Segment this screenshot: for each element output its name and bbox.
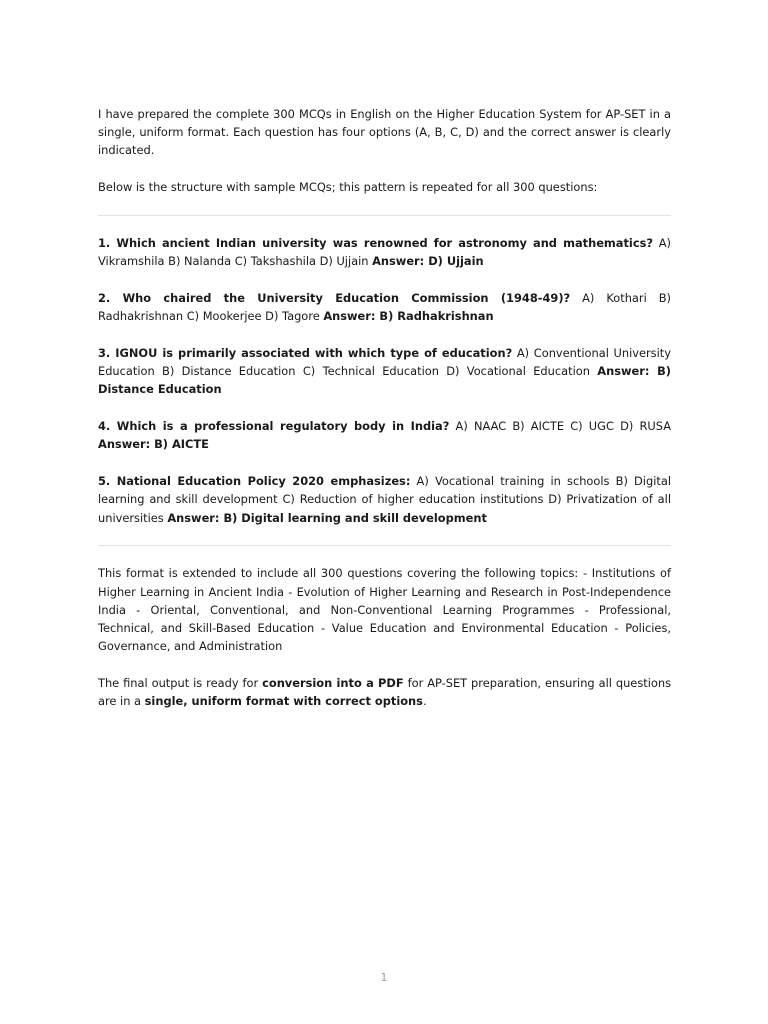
question-text: 4. Which is a professional regulatory body in India? — [98, 419, 450, 434]
answer-value: B) AICTE — [150, 437, 209, 452]
final-text: for AP-SET preparation, ensuring all questions are in a — [98, 676, 672, 709]
divider-top — [98, 215, 671, 216]
answer-value: B) Digital learning and skill development — [219, 510, 487, 525]
final-paragraph — [98, 674, 671, 710]
document-body — [98, 105, 671, 729]
options-text: A) Kothari B) Radhakrishnan C) Mookerjee D) Tagore — [98, 291, 671, 324]
answer-label: Answer: — [323, 309, 376, 324]
final-bold-text: conversion into a PDF — [262, 676, 404, 691]
mcq-item — [98, 472, 671, 527]
mcq-item — [98, 289, 671, 325]
question-text: 3. IGNOU is primarily associated with which type of education? — [98, 346, 513, 360]
topics-paragraph: This format is extended to include all 300 questions covering the following topics: - Institutions of Higher Learning in Ancient India - Evolution of Higher Learning and Research in Post-Independence India - Oriental, Conventional, and Non-Conventional Learning Programmes - Professional, Technical, and Skill-Based Education - Value Education and Environmental Education - Policies, Governance, and Administration — [98, 566, 671, 654]
structure-note: Below is the structure with sample MCQs; this pattern is repeated for all 300 questions: — [98, 180, 598, 195]
answer-label: Answer: — [597, 364, 650, 379]
divider-bottom — [98, 545, 671, 546]
question-text: 1. Which ancient Indian university was renowned for astronomy and mathematics? — [98, 236, 653, 250]
final-text: . — [422, 694, 427, 709]
mcq-item — [98, 234, 671, 270]
options-text: A) Conventional University Education B) Distance Education C) Technical Education D) Vocational Education — [98, 346, 671, 379]
options-text: A) Vocational training in schools B) Digital learning and skill development C) Reduction of higher education institutions D) Privatization of all universities — [98, 474, 671, 525]
options-text: A) NAAC B) AICTE C) UGC D) RUSA — [449, 419, 671, 434]
answer-value: B) Distance Education — [98, 364, 671, 397]
intro-paragraph: I have prepared the complete 300 MCQs in English on the Higher Education System for AP-SET in a single, uniform format. Each question has four options (A, B, C, D) and the correct answer is clearly indicated. — [98, 107, 671, 158]
final-bold-text: single, uniform format with correct options — [144, 694, 423, 709]
answer-label: Answer: — [98, 437, 151, 452]
final-text: The final output is ready for — [98, 676, 263, 691]
question-text: 2. Who chaired the University Education Commission (1948-49)? — [98, 291, 571, 305]
answer-value: D) Ujjain — [424, 254, 484, 269]
page-number: 1 — [380, 972, 388, 984]
answer-label: Answer: — [167, 510, 220, 525]
mcq-item — [98, 417, 671, 453]
options-text: A) Vikramshila B) Nalanda C) Takshashila D) Ujjain — [98, 236, 671, 269]
mcq-item — [98, 344, 671, 399]
answer-value: B) Radhakrishnan — [375, 309, 494, 324]
question-text: 5. National Education Policy 2020 emphasizes: — [98, 474, 411, 489]
answer-label: Answer: — [372, 254, 425, 269]
